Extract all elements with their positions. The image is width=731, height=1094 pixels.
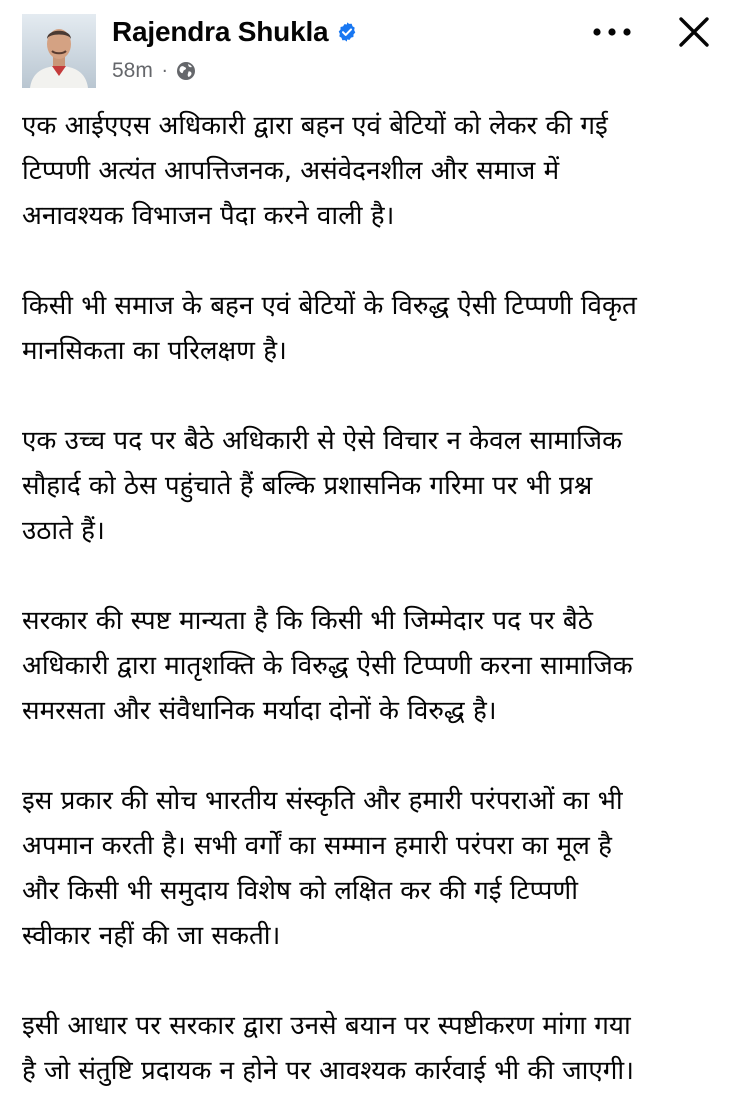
close-button[interactable] bbox=[672, 12, 716, 52]
close-icon bbox=[677, 15, 711, 49]
post-paragraph: एक उच्च पद पर बैठे अधिकारी से ऐसे विचार न केवल सामाजिक सौहार्द को ठेस पहुंचाते हैं बल्कि प्रशासनिक गरिमा पर भी प्रश्न उठाते हैं। bbox=[22, 426, 623, 546]
author-row bbox=[112, 14, 358, 50]
meta-separator: · bbox=[161, 60, 168, 82]
post-paragraph: एक आईएएस अधिकारी द्वारा बहन एवं बेटियों को लेकर की गई टिप्पणी अत्यंत आपत्तिजनक, असंवेदनशील और समाज में अनावश्यक विभाजन पैदा करने वाली है। bbox=[22, 111, 608, 231]
more-horizontal-icon bbox=[592, 27, 632, 37]
post-paragraph: सरकार की स्पष्ट मान्यता है कि किसी भी जिम्मेदार पद पर बैठे अधिकारी द्वारा मातृशक्ति के विरुद्ध ऐसी टिप्पणी करना सामाजिक समरसता और संवैधानिक मर्यादा दोनों के विरुद्ध है। bbox=[22, 606, 633, 726]
avatar[interactable] bbox=[22, 14, 96, 88]
post-timestamp[interactable]: 58m bbox=[112, 59, 153, 82]
post-meta bbox=[112, 57, 196, 85]
post-body bbox=[22, 104, 722, 1094]
post-paragraph: किसी भी समाज के बहन एवं बेटियों के विरुद्ध ऐसी टिप्पणी विकृत मानसिकता का परिलक्षण है। bbox=[22, 291, 637, 366]
post-header bbox=[0, 0, 731, 100]
author-name[interactable]: Rajendra Shukla bbox=[112, 16, 329, 47]
globe-icon bbox=[176, 61, 196, 81]
verified-badge-icon bbox=[336, 21, 358, 43]
post-paragraph: इस प्रकार की सोच भारतीय संस्कृति और हमारी परंपराओं का भी अपमान करती है। सभी वर्गों का सम्मान हमारी परंपरा का मूल है और किसी भी समुदाय विशेष को लक्षित कर की गई टिप्पणी स्वीकार नहीं की जा सकती। bbox=[22, 786, 623, 951]
more-options-button[interactable] bbox=[590, 20, 634, 44]
post-paragraph: इसी आधार पर सरकार द्वारा उनसे बयान पर स्पष्टीकरण मांगा गया है जो संतुष्टि प्रदायक न होने पर आवश्यक कार्रवाई भी की जाएगी। bbox=[22, 1011, 635, 1086]
